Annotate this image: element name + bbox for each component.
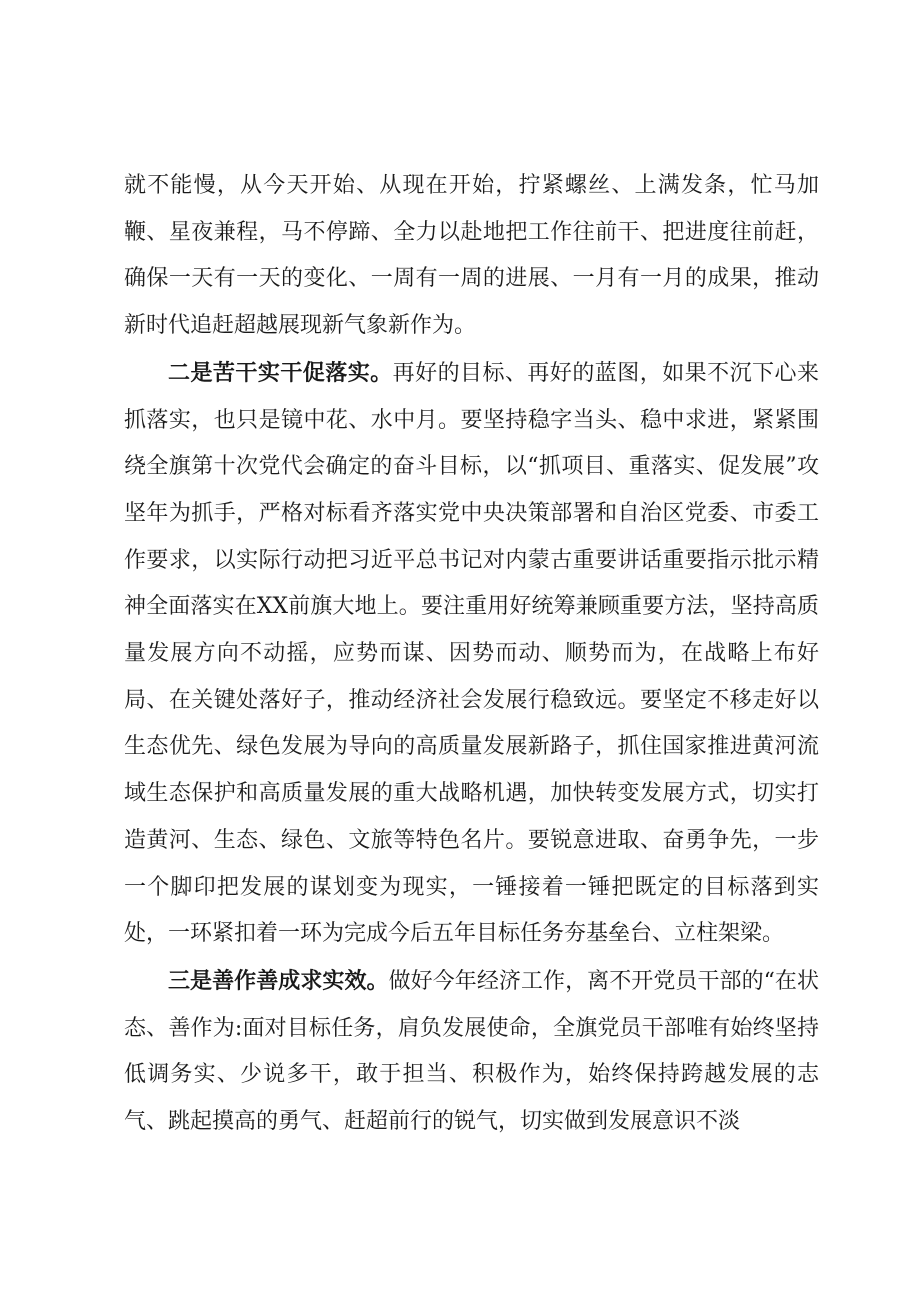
paragraph-heading: 三是善作善成求实效。 (168, 967, 389, 994)
paragraph-point-three (124, 958, 819, 1146)
paragraph-point-two (124, 350, 819, 958)
paragraph-heading: 二是苦干实干促落实。 (168, 359, 393, 386)
paragraph-text: 再好的目标、再好的蓝图，如果不沉下心来抓落实，也只是镜中花、水中月。要坚持稳字当头、稳中求进，紧紧围绕全旗第十次党代会确定的奋斗目标，以“抓项目、重落实、促发展”攻坚年为抓手，严格对标看齐落实党中央决策部署和自治区党委、市委工作要求，以实际行动把习近平总书记对内蒙古重要讲话重要指示批示精神全面落实在XX前旗大地上。要注重用好统筹兼顾重要方法，坚持高质量发展方向不动摇，应势而谋、因势而动、顺势而为，在战略上布好局、在关键处落好子，推动经济社会发展行稳致远。要坚定不移走好以生态优先、绿色发展为导向的高质量发展新路子，抓住国家推进黄河流域生态保护和高质量发展的重大战略机遇，加快转变发展方式，切实打造黄河、生态、绿色、文旅等特色名片。要锐意进取、奋勇争先，一步一个脚印把发展的谋划变为现实，一锤接着一锤把既定的目标落到实处，一环紧扣着一环为完成今后五年目标任务夯基垒台、立柱架梁。 (124, 360, 819, 947)
paragraph-text: 就不能慢，从今天开始、从现在开始，拧紧螺丝、上满发条，忙马加鞭、星夜兼程，马不停蹄、全力以赴地把工作往前干、把进度往前赶，确保一天有一天的变化、一周有一周的进展、一月有一月的成果，推动新时代追赶超越展现新气象新作为。 (124, 173, 819, 339)
paragraph-continuation (124, 163, 819, 350)
paragraph-text: 做好今年经济工作，离不开党员干部的“在状态、善作为:面对目标任务，肩负发展使命，全旗党员干部唯有始终坚持低调务实、少说多干，敢于担当、积极作为，始终保持跨越发展的志气、跳起摸高的勇气、赶超前行的锐气，切实做到发展意识不淡 (124, 968, 819, 1135)
document-body (124, 163, 819, 1146)
